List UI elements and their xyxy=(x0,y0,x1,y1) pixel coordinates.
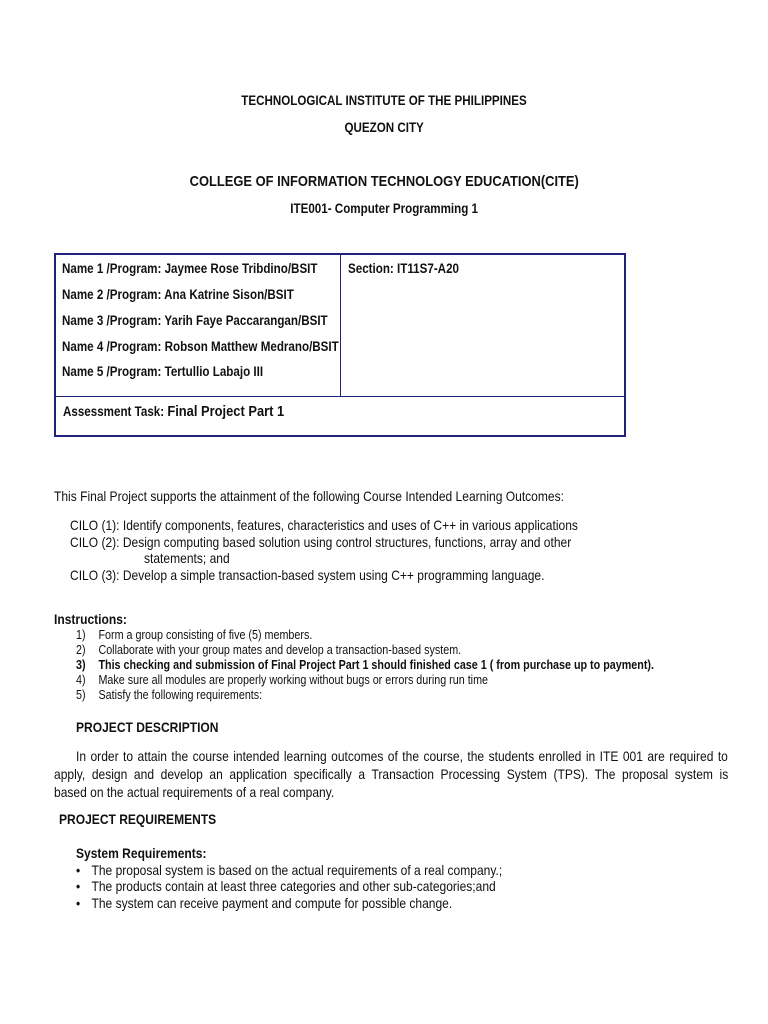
instruction-number: 1) xyxy=(76,628,86,642)
city-heading: QUEZON CITY xyxy=(344,120,424,135)
requirement-text: The proposal system is based on the actual requirements of a real company.; xyxy=(91,862,503,878)
instruction-number: 5) xyxy=(76,688,86,702)
instruction-number: 2) xyxy=(76,643,86,657)
member-name-2: Name 2 /Program: Ana Katrine Sison/BSIT xyxy=(62,287,294,302)
cilo-3: CILO (3): Develop a simple transaction-based system using C++ programming language. xyxy=(70,567,545,583)
box-divider-vertical xyxy=(340,255,341,396)
instruction-item-5 xyxy=(76,688,262,702)
requirement-text: The products contain at least three categories and other sub-categories;and xyxy=(91,878,496,894)
course-heading: ITE001- Computer Programming 1 xyxy=(290,201,478,216)
bullet-icon: • xyxy=(76,878,81,894)
instruction-text: Form a group consisting of five (5) members. xyxy=(98,628,313,642)
project-description-line-2: apply, design and develop an application specifically a Transaction Processing System (TPS). The proposal system is xyxy=(54,766,729,782)
project-description-body xyxy=(54,747,728,801)
project-description-line-3: based on the actual requirements of a real company. xyxy=(54,784,335,800)
instruction-text: This checking and submission of Final Project Part 1 should finished case 1 ( from purchase up to payment). xyxy=(98,658,654,672)
member-name-1: Name 1 /Program: Jaymee Rose Tribdino/BSIT xyxy=(62,261,318,276)
instruction-item-1 xyxy=(76,628,312,642)
requirement-text: The system can receive payment and compute for possible change. xyxy=(91,895,453,911)
institute-heading: TECHNOLOGICAL INSTITUTE OF THE PHILIPPINES xyxy=(241,93,527,108)
instruction-text: Collaborate with your group mates and develop a transaction-based system. xyxy=(98,643,462,657)
assessment-task-label: Assessment Task: xyxy=(63,404,165,419)
instruction-item-2 xyxy=(76,643,461,657)
assessment-task xyxy=(63,403,284,420)
instruction-text: Make sure all modules are properly working without bugs or errors during run time xyxy=(98,673,489,687)
instructions-title: Instructions: xyxy=(54,611,127,627)
intro-text: This Final Project supports the attainment of the following Course Intended Learning Outcomes: xyxy=(54,488,564,504)
group-info-box xyxy=(54,253,626,437)
member-name-4: Name 4 /Program: Robson Matthew Medrano/BSIT xyxy=(62,339,339,354)
requirement-item-2 xyxy=(76,878,496,894)
college-heading: COLLEGE OF INFORMATION TECHNOLOGY EDUCATION(CITE) xyxy=(189,173,579,190)
cilo-2-continued: statements; and xyxy=(144,550,230,566)
box-divider-horizontal xyxy=(56,396,624,397)
cilo-1: CILO (1): Identify components, features, characteristics and uses of C++ in various applications xyxy=(70,517,578,533)
assessment-task-value: Final Project Part 1 xyxy=(167,403,285,420)
member-name-5: Name 5 /Program: Tertullio Labajo III xyxy=(62,364,264,379)
requirement-item-1 xyxy=(76,862,502,878)
instruction-number: 4) xyxy=(76,673,86,687)
instruction-item-4 xyxy=(76,673,488,687)
bullet-icon: • xyxy=(76,862,81,878)
project-description-title: PROJECT DESCRIPTION xyxy=(76,719,219,735)
requirement-item-3 xyxy=(76,895,452,911)
cilo-2: CILO (2): Design computing based solution using control structures, functions, array and other xyxy=(70,534,572,550)
section-label: Section: IT11S7-A20 xyxy=(348,261,459,276)
project-requirements-title: PROJECT REQUIREMENTS xyxy=(59,811,217,827)
bullet-icon: • xyxy=(76,895,81,911)
instruction-item-3 xyxy=(76,658,654,672)
project-description-line-1: In order to attain the course intended learning outcomes of the course, the students enrolled in ITE 001 are required to xyxy=(76,748,728,764)
instruction-text: Satisfy the following requirements: xyxy=(98,688,263,702)
system-requirements-subtitle: System Requirements: xyxy=(76,845,207,861)
member-name-3: Name 3 /Program: Yarih Faye Paccarangan/BSIT xyxy=(62,313,328,328)
instruction-number: 3) xyxy=(76,658,86,672)
